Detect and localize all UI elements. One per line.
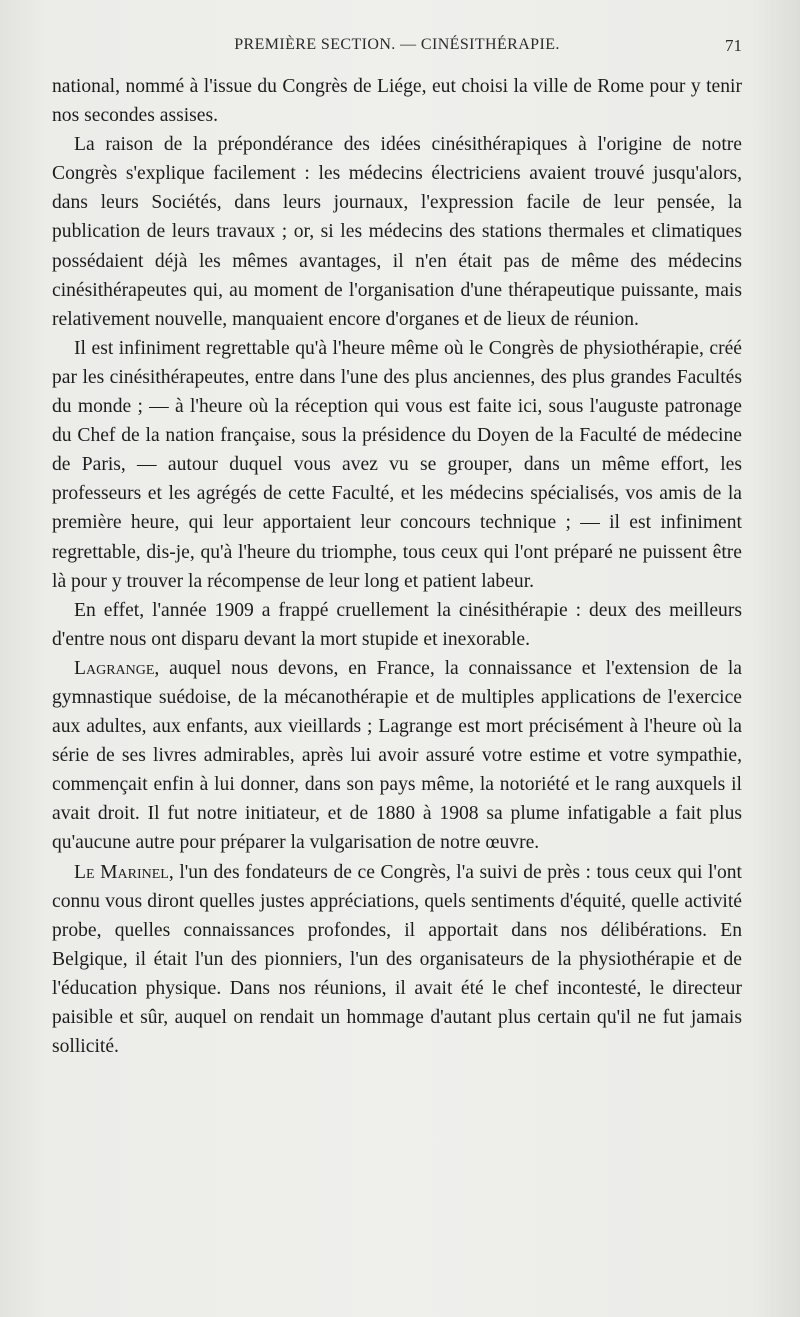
paragraph — [52, 130, 742, 334]
paragraph — [52, 596, 742, 654]
paragraph-text: , l'un des fondateurs de ce Congrès, l'a suivi de près : tous ceux qui l'ont connu vous diront quelles justes appréciations, quels sentiments d'équité, quelle activité probe, quelles connaissances profondes, il apportait dans nos délibérations. En Belgique, il était l'un des pionniers, l'un des organisateurs de la physiothérapie et de l'éducation physique. Dans nos réunions, il avait été le chef incontesté, le directeur paisible et sûr, auquel on rendait un hommage d'autant plus certain qu'il ne fut jamais sollicité. — [52, 861, 742, 1058]
paragraph-text: En effet, l'année 1909 a frappé cruellement la cinésithérapie : deux des meilleurs d'entre nous ont disparu devant la mort stupide et inexorable. — [52, 599, 742, 650]
body-text — [52, 72, 742, 1061]
paragraph — [52, 654, 742, 858]
page-number: 71 — [725, 36, 742, 55]
paragraph — [52, 858, 742, 1062]
paragraph-text: , auquel nous devons, en France, la connaissance et l'extension de la gymnastique suédoise, de la mécanothérapie et de multiples applications de l'exercice aux adultes, aux enfants, aux vieillards ; Lagrange est mort précisément à l'heure où la série de ses livres admirables, après lui avoir assuré votre estime et votre sympathie, commençait enfin à lui donner, dans son pays même, la notoriété et le rang auxquels il avait droit. Il fut notre initiateur, et de 1880 à 1908 sa plume infatigable a fait plus qu'aucune autre pour préparer la vulgarisation de notre œuvre. — [52, 657, 742, 854]
paragraph-text: La raison de la prépondérance des idées cinésithérapiques à l'origine de notre Congrès s'explique facilement : les médecins électriciens avaient trouvé jusqu'alors, dans leurs Sociétés, dans leurs journaux, l'expression facile de leur pensée, la publication de leurs travaux ; or, si les médecins des stations thermales et climatiques possédaient déjà les mêmes avantages, il n'en était pas de même des médecins cinésithérapeutes qui, au moment de l'organisation d'une thérapeutique puissante, mais relativement nouvelle, manquaient encore d'organes et de lieux de réunion. — [52, 134, 742, 330]
running-title: PREMIÈRE SECTION. — CINÉSITHÉRAPIE. — [234, 36, 560, 53]
paragraph-continuation — [52, 72, 742, 130]
person-name-le-marinel: Le Marinel — [74, 861, 169, 883]
paragraph-text: national, nommé à l'issue du Congrès de Liége, eut choisi la ville de Rome pour y tenir nos secondes assises. — [52, 76, 742, 127]
paragraph — [52, 334, 742, 596]
paragraph-text: Il est infiniment regrettable qu'à l'heure même où le Congrès de physiothérapie, créé par les cinésithérapeutes, entre dans l'une des plus anciennes, des plus grandes Facultés du monde ; — à l'heure où la réception qui vous est faite ici, sous l'auguste patronage du Chef de la nation française, sous la présidence du Doyen de la Faculté de médecine de Paris, — autour duquel vous avez vu se grouper, dans un même effort, les professeurs et les agrégés de cette Faculté, et les médecins spécialisés, vos amis de la première heure, qui leur apportaient leur concours technique ; — il est infiniment regrettable, dis-je, qu'à l'heure du triomphe, tous ceux qui l'ont préparé ne puissent être là pour y trouver la récompense de leur long et patient labeur. — [52, 337, 742, 592]
running-header — [52, 36, 742, 60]
person-name-lagrange: Lagrange — [74, 657, 155, 679]
